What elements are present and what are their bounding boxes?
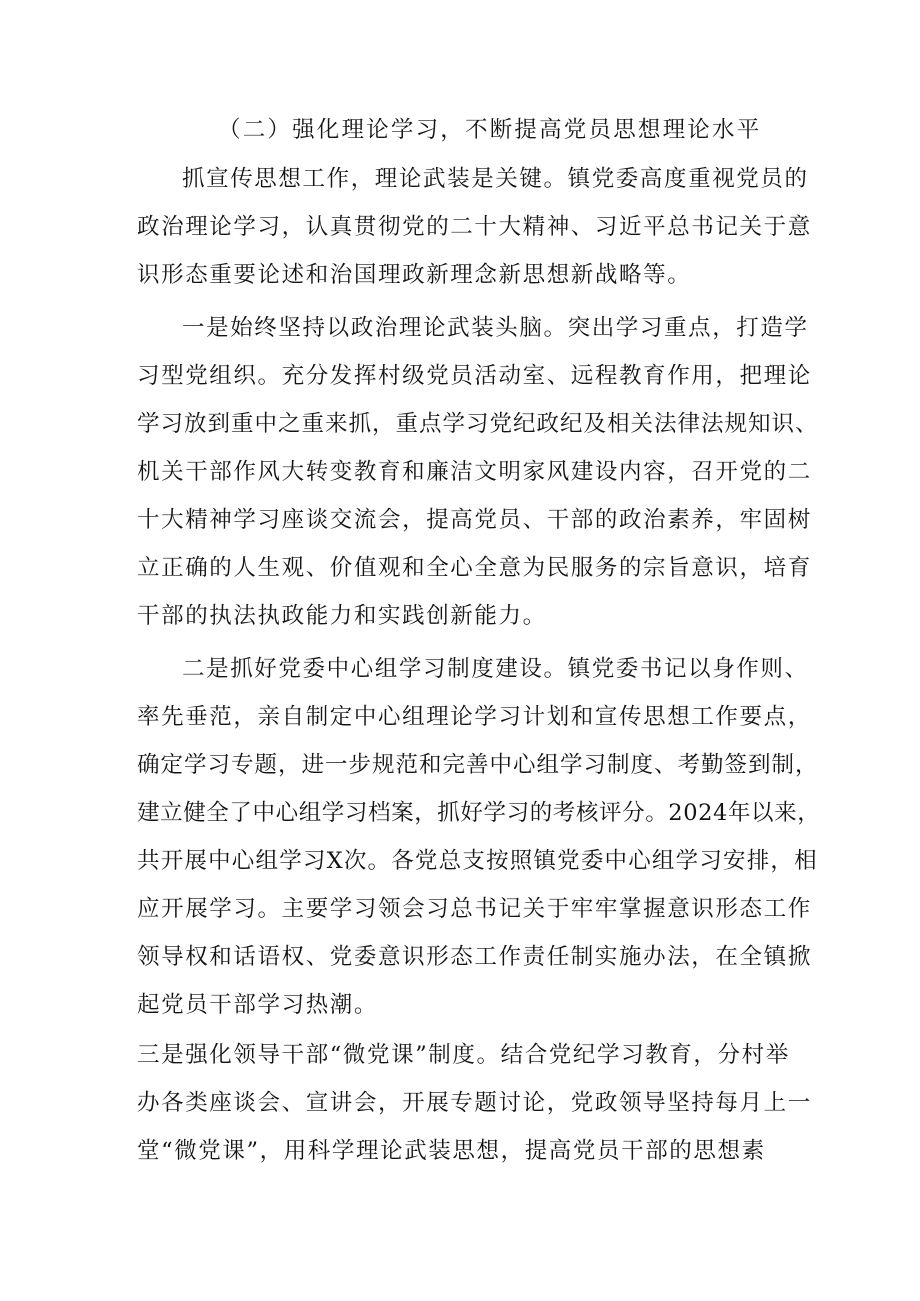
paragraph-line: 堂“微党课”，用科学理论武装思想，提高党员干部的思想素 (137, 1138, 766, 1164)
paragraph-line: 办各类座谈会、宣讲会，开展专题讨论，党政领导坚持每月上一 (137, 1090, 812, 1116)
paragraph-line: 共开展中心组学习X次。各党总支按照镇党委中心组学习安排，相 (137, 848, 818, 874)
paragraph-line: 建立健全了中心组学习档案，抓好学习的考核评分。2024年以来， (137, 800, 821, 826)
section-heading: （二）强化理论学习，不断提高党员思想理论水平 (218, 117, 762, 143)
paragraph-line: 干部的执法执政能力和实践创新能力。 (137, 603, 547, 629)
paragraph-line: 起党员干部学习热潮。 (137, 992, 379, 1018)
paragraph-line: 政治理论学习，认真贯彻党的二十大精神、习近平总书记关于意 (137, 214, 812, 240)
paragraph-line: 机关干部作风大转变教育和廉洁文明家风建设内容，召开党的二 (137, 459, 812, 485)
paragraph-line: 三是强化领导干部“微党课”制度。结合党纪学习教育，分村举 (137, 1042, 790, 1068)
paragraph-line: 领导权和话语权、党委意识形态工作责任制实施办法，在全镇掀 (137, 944, 812, 970)
paragraph-line: 抓宣传思想工作，理论武装是关键。镇党委高度重视党员的 (182, 166, 809, 192)
paragraph-line: 识形态重要论述和治国理政新理念新思想新战略等。 (137, 262, 692, 288)
paragraph-line: 习型党组织。充分发挥村级党员活动室、远程教育作用，把理论 (137, 363, 812, 389)
paragraph-line: 确定学习专题，进一步规范和完善中心组学习制度、考勤签到制， (137, 752, 819, 778)
paragraph-line: 应开展学习。主要学习领会习总书记关于牢牢掌握意识形态工作 (137, 896, 812, 922)
paragraph-line: 二是抓好党委中心组学习制度建设。镇党委书记以身作则、 (182, 656, 809, 682)
paragraph-line: 十大精神学习座谈交流会，提高党员、干部的政治素养，牢固树 (137, 507, 812, 533)
paragraph-line: 立正确的人生观、价值观和全心全意为民服务的宗旨意识，培育 (137, 555, 812, 581)
paragraph-line: 学习放到重中之重来抓，重点学习党纪政纪及相关法律法规知识、 (137, 411, 819, 437)
paragraph-line: 一是始终坚持以政治理论武装头脑。突出学习重点，打造学 (182, 315, 809, 341)
paragraph-line: 率先垂范，亲自制定中心组理论学习计划和宣传思想工作要点， (137, 704, 812, 730)
